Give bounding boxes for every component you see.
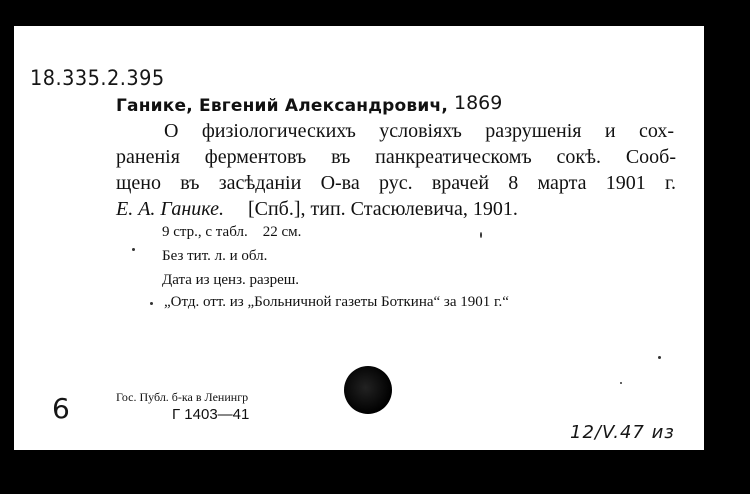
title-line-1: О физiологическихъ условiяхъ разрушенiя и сох- xyxy=(164,120,674,142)
library-stamp: Гос. Публ. б-ка в Ленингр xyxy=(116,390,249,404)
inventory-mark: 12/V.47 из xyxy=(570,422,675,443)
statement-of-responsibility: Е. А. Ганике. xyxy=(116,198,224,220)
ink-speck xyxy=(620,382,622,384)
call-number: 18.335.2.395 xyxy=(30,66,165,90)
handwritten-number: 6 xyxy=(52,392,70,425)
library-stamp-code: Г 1403—41 xyxy=(172,406,250,423)
note-size: 22 см. xyxy=(262,224,302,240)
note-pages: 9 стр., с табл. xyxy=(162,224,248,240)
ink-speck xyxy=(132,248,135,251)
author-birth-year: 1869 xyxy=(454,92,503,114)
punch-hole xyxy=(344,366,392,414)
imprint: [Спб.], тип. Стасюлевича, 1901. xyxy=(247,198,518,220)
catalog-card xyxy=(14,26,704,450)
note-cover: Без тит. л. и обл. xyxy=(162,248,268,264)
title-line-4 xyxy=(116,198,676,221)
title-line-3: щено въ засѣданiи О-ва рус. врачей 8 марта 1901 г. xyxy=(116,172,676,194)
note-offprint: „Отд. отт. из „Больничной газеты Боткина“ за 1901 г.“ xyxy=(164,294,509,310)
dotted-leader xyxy=(229,198,243,220)
ink-speck xyxy=(658,356,661,359)
ink-speck xyxy=(150,302,153,305)
note-censor-date: Дата из ценз. разреш. xyxy=(162,272,300,288)
note-collation xyxy=(162,224,301,241)
title-line-2: раненiя ферментовъ въ панкреатическомъ сокѣ. Сооб- xyxy=(116,146,676,168)
ink-speck xyxy=(480,232,482,238)
author-heading: Ганике, Евгений Александрович, xyxy=(116,96,449,116)
